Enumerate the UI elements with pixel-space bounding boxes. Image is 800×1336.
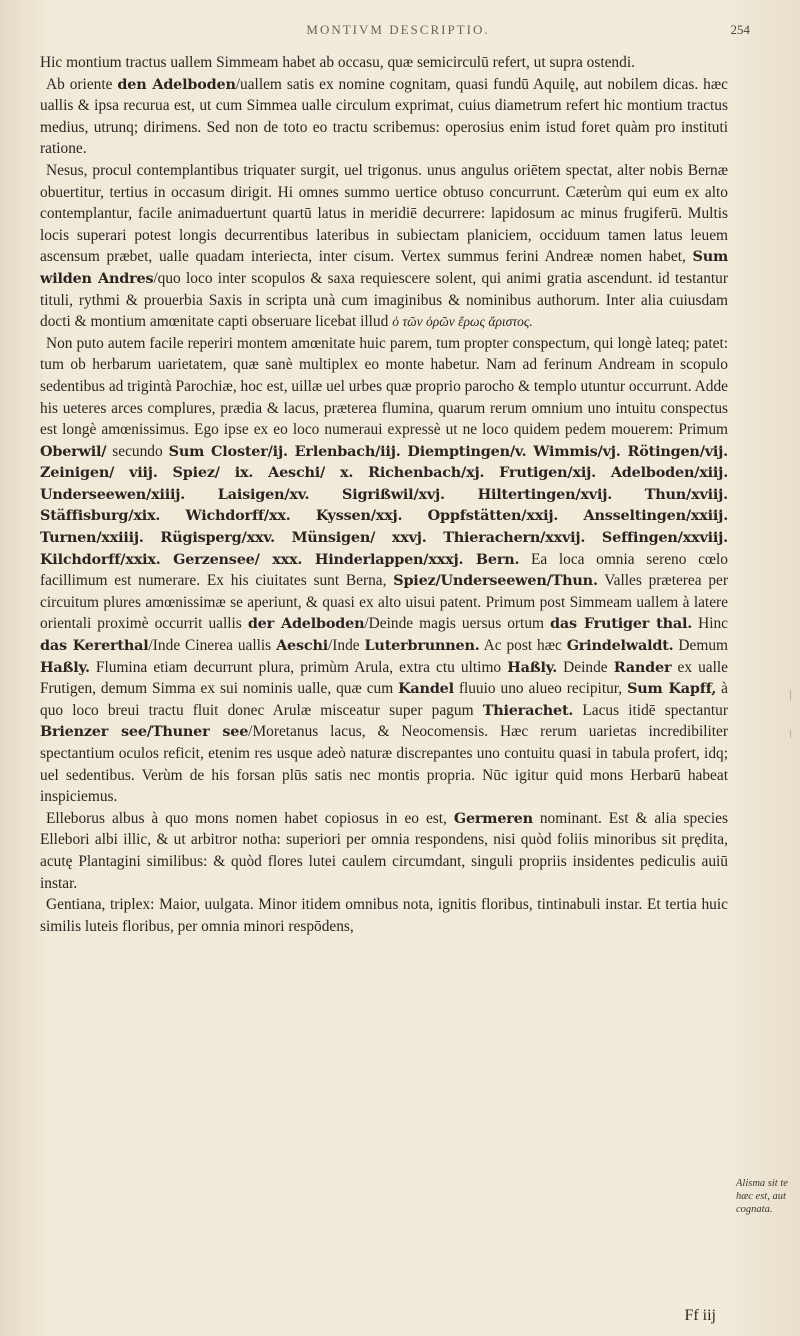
blackletter-run: Haßly. [507, 658, 558, 676]
text-run: /Deinde magis uersus ortum [364, 615, 550, 633]
text-run: Flumina etiam decurrunt plura, primùm Arula, extra ctu ultimo [89, 658, 508, 676]
signature-mark: Ff iij [684, 1307, 716, 1324]
page-number: 254 [730, 22, 750, 37]
text-run: ex ualle Frutigen, demum Simma ex sui nominis ualle, quæ cum [40, 658, 729, 698]
paragraph [40, 808, 728, 894]
pencil-mark [790, 730, 791, 738]
paragraph [40, 52, 728, 74]
text-run: fluuio uno alueo recipitur, [453, 680, 628, 698]
blackletter-run: Luterbrunnen. [364, 637, 480, 655]
text-run: Nesus, procul contemplantibus triquater surgit, uel trigonus. unus angulus oriētem spectat, alter nobis Bernæ obuertitur, tertius in occasum dirigit. Hi omnes summo uertice obtuso concurrunt. Cæterùm qui eum ex alto contemplantur, facile animaduertunt quartū latus in meridiē decurrere: lapidosum ac minus frugiferū. Multis locis superari potest longis decurrentibus lateribus in subiectam planiciem, occiduum tamen latus leuem ascensum præbet, ualle quadam interiecta, inter cisum. Vertex summus ferini Andreæ nomen habet, [40, 161, 728, 266]
text-run: Non puto autem facile reperiri montem amœnitate huic parem, tum propter conspectum, qui longè lateq; patet: tum ob herbarum uarietatem, quæ sanè multiplex eo monte habetur. Nam ad ferinum Andream in scopulo sedentibus ad trigintà Parochiæ, hoc est, uillæ uel urbes quæ proprio parocho & templo utuntur occurrunt. Adde his ueteres arces complures, prædia & lacus, præterea flumina, quarum rerum omnium uno intuitu conspectus est longè amœnissimus. Ego ipse ex eo loco numeraui expressè ut ne loco quidem pedem mouerem: Primum [40, 334, 728, 439]
paragraph [40, 74, 728, 160]
text-run: Ea loca omnia sereno cœlo facillimum est numerare. Ex his ciuitates sunt Berna, [40, 550, 728, 590]
margin-note: Alisma sit te hæc est, aut cognata. [736, 1178, 788, 1215]
blackletter-run: Germeren [453, 809, 533, 827]
text-run: /Inde Cinerea uallis [148, 637, 277, 655]
text-run: Elleborus albus à quo mons nomen habet copiosus in eo est, [46, 809, 454, 827]
blackletter-run: das Frutiger thal. [550, 615, 693, 633]
text-run: Deinde [557, 658, 614, 676]
text-run: Hinc [692, 615, 729, 633]
text-run: Demum [673, 637, 728, 655]
pencil-mark [790, 690, 791, 700]
text-run: secundo [106, 442, 169, 460]
paragraph [40, 160, 728, 333]
running-head [40, 22, 756, 52]
body-text [40, 52, 728, 937]
text-run: Ab oriente [46, 75, 118, 93]
blackletter-run: Sum wilden Andres [40, 248, 728, 287]
blackletter-run: Sum Closter/ij. Erlenbach/iij. Diemptingen/v. Wimmis/vj. Rötingen/vij. Zeinigen/ viij. Spiez/ ix. Aeschi/ x. Richenbach/xj. Frutigen/xij. Adelboden/xiij. Underseewen/xiiij. Laisigen/xv. Sigrißwil/xvj. Hiltertingen/xvij. Thun/xviij. Stäffisburg/xix. Wichdorff/xx. Kyssen/xxj. Oppfstätten/xxij. Ansseltingen/xxiij. Turnen/xxiiij. Rügisperg/xxv. Münsigen/ xxvj. Thierachern/xxvij. Seffingen/xxviij. Kilchdorff/xxix. Gerzensee/ xxx. Hinderlappen/xxxj. Bern. [40, 442, 728, 568]
text-run: Hic montium tractus uallem Simmeam habet ab occasu, quæ semicirculū refert, ut supra ostendi. [40, 54, 635, 71]
blackletter-run: Kandel [398, 680, 454, 698]
blackletter-run: Brienzer see/Thuner see [40, 723, 249, 741]
blackletter-run: den Adelboden [117, 75, 236, 93]
paragraph [40, 894, 728, 937]
blackletter-run: Thierachet. [482, 701, 574, 719]
paragraph [40, 333, 728, 808]
running-title: MONTIVM DESCRIPTIO. [306, 22, 490, 37]
text-run: Valles præterea per circuitum plures amœnissimæ se aperiunt, & quasi ex alto uisui patent. Primum post Simmeam uallem à latere orientali proximè occurrit uallis [40, 572, 728, 633]
blackletter-run: Spiez/Underseewen/Thun. [393, 572, 598, 590]
text-run: /Moretanus lacus, & Neocomensis. Hæc rerum uarietas incredibiliter spectantium oculos reficit, etenim res usque adeò naturæ discrepantes uno contuitu quasi in tabula profert, idq; uel sedentibus. Verùm de his forsan plūs satis nec montis propria. Nūc igitur quid mons Herbarū habeat inspiciemus. [40, 723, 729, 806]
blackletter-run: Oberwil/ [40, 442, 107, 460]
blackletter-run: das Kererthal [40, 637, 149, 655]
greek-run: ὁ τῶν ὀρῶν ἔρως ἄριστος. [392, 314, 533, 330]
blackletter-run: Aeschi [276, 637, 328, 655]
blackletter-run: Rander [613, 658, 672, 676]
text-run: /quo loco inter scopulos & saxa requiescere solent, qui animi gratia ascendunt. id testantur tituli, rythmi & prouerbia Saxis in scripta unà cum imaginibus & nominibus authorum. Inter alia cuiusdam docti & montium amœnitate capti obseruare licebat illud [40, 269, 728, 331]
text-run: /Inde [327, 637, 365, 655]
text-run: à quo loco breui tractu fluit donec Arulæ misceatur super pagum [40, 680, 729, 719]
blackletter-run: Sum Kapff, [627, 680, 717, 698]
text-run: Ac post hæc [479, 637, 567, 655]
text-run: Lacus itidē spectantur [573, 701, 728, 719]
blackletter-run: Grindelwaldt. [566, 637, 674, 655]
blackletter-run: der Adelboden [247, 615, 365, 633]
text-run: nominant. Est & alia species Ellebori albi illic, & ut arbitror notha: superiori per omnia respondens, nisi quòd foliis minoribus sit prędita, acutę Plantagini similibus: & quòd flores lutei caulem circumdant, singuli propriis insidentes pediculis auiū instar. [40, 809, 728, 892]
text-run: Gentiana, triplex: Maior, uulgata. Minor itidem omnibus nota, ignitis floribus, tintinabuli instar. Et tertia huic similis luteis floribus, per omnia minori respōdens, [40, 896, 728, 935]
text-run: /uallem satis ex nomine cognitam, quasi fundū Aquilę, aut nobilem dicas. hæc uallis & ipsa recurua est, ut cum Simmea ualle circulum exprimat, cuius diametrum refert hic montium tractus medius, utrunq; dirimens. Sed non de toto eo tractu scribemus: operosius enim istud foret quàm pro instituti ratione. [40, 75, 728, 158]
blackletter-run: Haßly. [40, 658, 90, 676]
